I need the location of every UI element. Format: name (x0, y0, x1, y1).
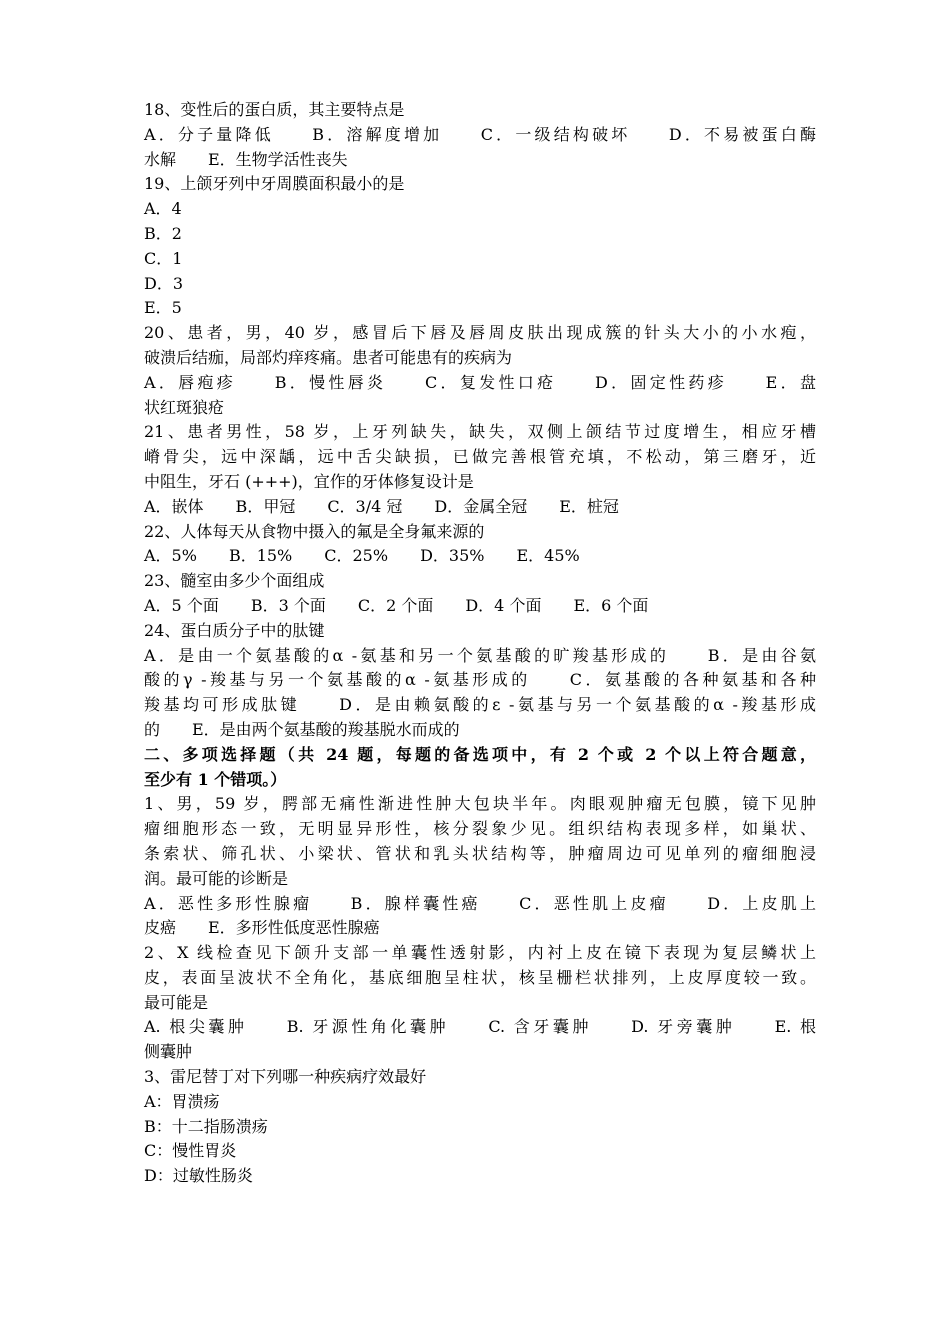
text-line: 18、变性后的蛋白质，其主要特点是 (144, 100, 405, 119)
text-line: 中阻生，牙石 (+++)，宜作的牙体修复设计是 (144, 471, 474, 491)
document-page (144, 98, 816, 1189)
text-line: 酸的γ -羧基与另一个氨基酸的α -氨基形成的 C．氨基酸的各种氨基和各种 (144, 670, 816, 690)
text-line: 最可能是 (144, 992, 209, 1012)
text-line: 20、患者，男，40 岁，感冒后下唇及唇周皮肤出现成簇的针头大小的小水疱， (144, 323, 816, 343)
text-line: 24、蛋白质分子中的肽键 (144, 620, 325, 640)
text-line: 的 E．是由两个氨基酸的羧基脱水而成的 (144, 719, 460, 739)
text-line: A．嵌体 B．甲冠 C．3/4 冠 D．金属全冠 E．桩冠 (144, 496, 619, 516)
text-line: B．2 (144, 223, 182, 243)
text-line: A．分子量降低 B．溶解度增加 C．一级结构破坏 D．不易被蛋白酶 (144, 124, 816, 144)
text-line: D．3 (144, 273, 184, 293)
text-line: 皮，表面呈波状不全角化，基底细胞呈柱状，核呈栅栏状排列，上皮厚度较一致。 (144, 967, 816, 987)
text-line: C：慢性胃炎 (144, 1141, 237, 1161)
text-line: A：胃溃疡 (144, 1091, 220, 1111)
text-line: A．5% B．15% C．25% D．35% E．45% (144, 546, 580, 566)
text-line: A．是由一个氨基酸的α -氨基和另一个氨基酸的旷羧基形成的 B．是由谷氨 (144, 645, 816, 665)
text-line: 条索状、筛孔状、小梁状、管状和乳头状结构等，肿瘤周边可见单列的瘤细胞浸 (144, 843, 816, 863)
text-line: A．唇疱疹 B．慢性唇炎 C．复发性口疮 D．固定性药疹 E．盘 (144, 372, 816, 392)
text-line: 23、髓室由多少个面组成 (144, 571, 325, 591)
text-line: E．5 (144, 298, 182, 318)
text-line: D：过敏性肠炎 (144, 1166, 253, 1186)
text-line: 2、X 线检查见下颌升支部一单囊性透射影，内衬上皮在镜下表现为复层鳞状上 (144, 943, 816, 963)
text-line: 22、人体每天从食物中摄入的氟是全身氟来源的 (144, 521, 485, 541)
text-line: 瘤细胞形态一致，无明显异形性，核分裂象少见。组织结构表现多样，如巢状、 (144, 819, 816, 839)
text-line: A．4 (144, 199, 182, 219)
section-heading-line: 二、多项选择题（共 24 题，每题的备选项中，有 2 个或 2 个以上符合题意， (144, 744, 816, 764)
text-line: 水解 E．生物学活性丧失 (144, 149, 348, 169)
text-line: 21、患者男性，58 岁，上牙列缺失，缺失，双侧上颌结节过度增生，相应牙槽 (144, 422, 816, 442)
text-line: A．5 个面 B．3 个面 C．2 个面 D．4 个面 E．6 个面 (144, 595, 649, 615)
text-line: 羧基均可形成肽键 D．是由赖氨酸的ε -氨基与另一个氨基酸的α -羧基形成 (144, 695, 816, 715)
text-line: 嵴骨尖，远中深龋，远中舌尖缺损，已做完善根管充填，不松动，第三磨牙，近 (144, 447, 816, 467)
text-line: 19、上颌牙列中牙周膜面积最小的是 (144, 174, 405, 194)
text-line: 3、雷尼替丁对下列哪一种疾病疗效最好 (144, 1067, 427, 1087)
section-heading-line: 至少有 1 个错项。） (144, 769, 287, 789)
text-line: 侧囊肿 (144, 1042, 193, 1062)
text-line: A. 根尖囊肿 B. 牙源性角化囊肿 C. 含牙囊肿 D. 牙旁囊肿 E. 根 (144, 1017, 816, 1037)
text-line: 1、男，59 岁，腭部无痛性渐进性肿大包块半年。肉眼观肿瘤无包膜，镜下见肿 (144, 794, 816, 814)
text-line: C．1 (144, 248, 183, 268)
text-line: A．恶性多形性腺瘤 B．腺样囊性癌 C．恶性肌上皮瘤 D．上皮肌上 (144, 893, 816, 913)
text-line: B：十二指肠溃疡 (144, 1116, 268, 1136)
text-line: 破溃后结痂，局部灼痒疼痛。患者可能患有的疾病为 (144, 347, 513, 367)
text-line: 润。最可能的诊断是 (144, 868, 289, 888)
text-line: 状红斑狼疮 (144, 397, 225, 417)
text-line: 皮癌 E．多形性低度恶性腺癌 (144, 918, 380, 938)
